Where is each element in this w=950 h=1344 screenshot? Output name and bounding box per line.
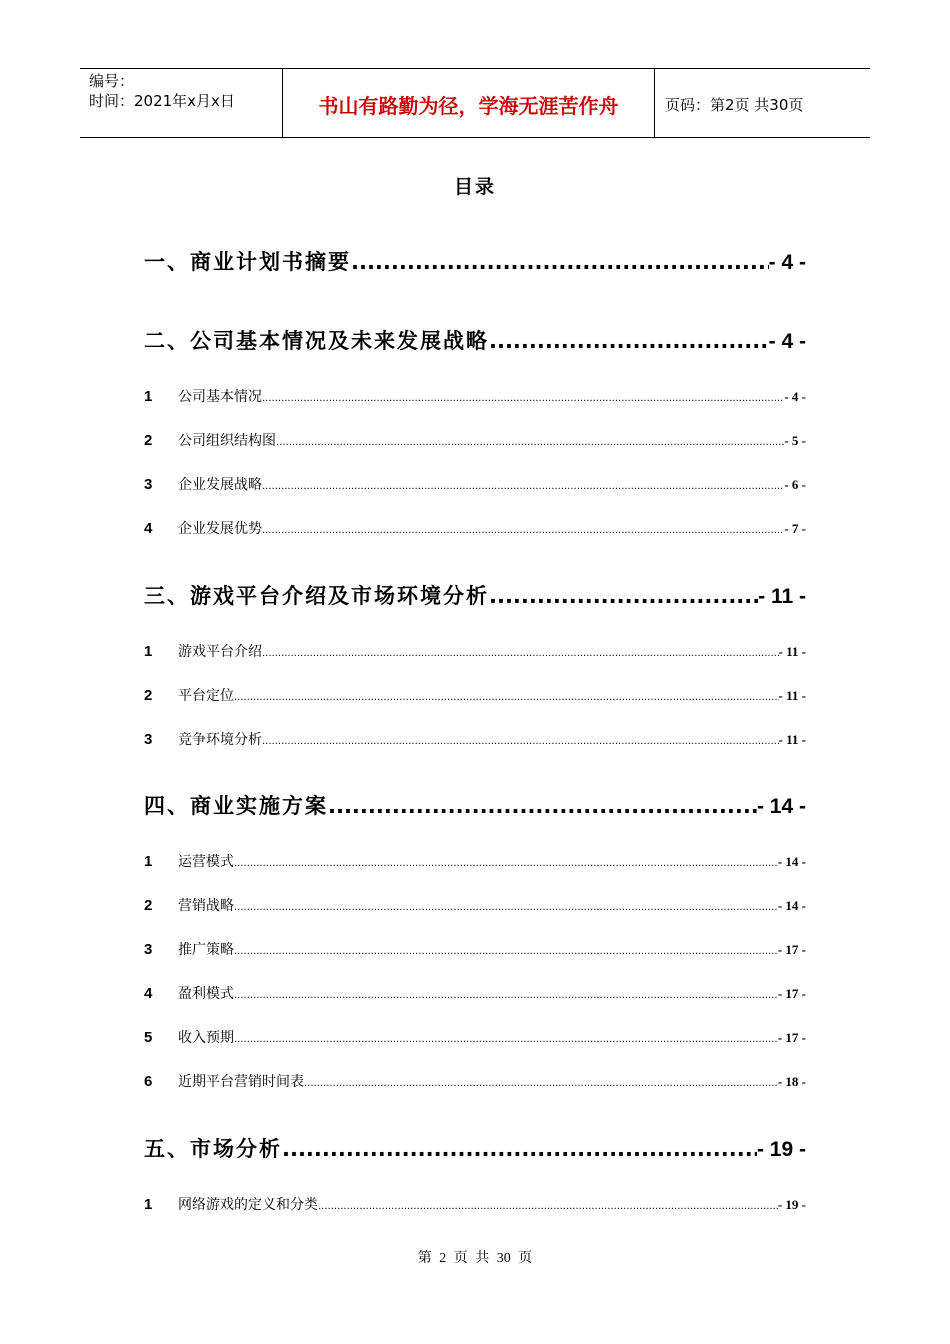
toc-entry-number: 1	[144, 1196, 153, 1213]
toc-subsection-entry[interactable]	[144, 895, 806, 915]
toc-entry-number: 6	[144, 1073, 153, 1090]
toc-entry-number: 5	[144, 1029, 153, 1046]
toc-entry-label: 二、公司基本情况及未来发展战略	[144, 329, 489, 353]
toc-dot-leader	[304, 1078, 778, 1089]
toc-entry-label: 公司组织结构图	[178, 433, 276, 449]
toc-entry-page: - 17 -	[777, 1030, 806, 1045]
toc-entry-label: 五、市场分析	[144, 1137, 282, 1161]
toc-entry-label: 近期平台营销时间表	[178, 1074, 304, 1090]
toc-entry-page: - 19 -	[756, 1138, 806, 1161]
toc-dot-leader	[489, 329, 769, 353]
toc-dot-leader	[234, 990, 778, 1001]
toc-subsection-entry[interactable]	[144, 430, 806, 450]
toc-entry-label: 企业发展战略	[178, 477, 262, 493]
toc-dot-leader	[234, 858, 778, 869]
toc-subsection-entry[interactable]	[144, 685, 806, 705]
toc-entry-page: - 17 -	[777, 986, 806, 1001]
toc-entry-number: 4	[144, 985, 153, 1002]
toc-entry-page: - 14 -	[777, 898, 806, 913]
code-label: 编号：	[89, 72, 135, 90]
toc-entry-page: - 11 -	[778, 688, 806, 703]
toc-entry-page: - 7 -	[784, 521, 806, 536]
toc-section-entry[interactable]	[144, 790, 806, 820]
toc-entry-number: 1	[144, 388, 153, 405]
toc-subsection-entry[interactable]	[144, 386, 806, 406]
toc-entry-label: 盈利模式	[178, 986, 234, 1002]
toc-dot-leader	[318, 1201, 778, 1212]
header-motto: 书山有路勤为径，学海无涯苦作舟	[282, 69, 655, 137]
toc-dot-leader	[234, 692, 779, 703]
toc-subsection-entry[interactable]	[144, 729, 806, 749]
toc-entry-page: - 18 -	[777, 1074, 806, 1089]
toc-subsection-entry[interactable]	[144, 1071, 806, 1091]
toc-subsection-entry[interactable]	[144, 983, 806, 1003]
toc-entry-number: 1	[144, 643, 153, 660]
toc-dot-leader	[282, 1137, 757, 1161]
toc-entry-page: - 11 -	[778, 644, 806, 659]
toc-dot-leader	[276, 437, 784, 448]
toc-entry-label: 网络游戏的定义和分类	[178, 1197, 318, 1213]
toc-subsection-entry[interactable]	[144, 1194, 806, 1214]
toc-dot-leader	[262, 393, 784, 404]
toc-entry-label: 平台定位	[178, 688, 234, 704]
toc-entry-page: - 14 -	[777, 854, 806, 869]
toc-dot-leader	[234, 946, 778, 957]
toc-section-entry[interactable]	[144, 246, 806, 276]
header-page-info: 页码：第2页 共30页	[665, 95, 804, 114]
toc-subsection-entry[interactable]	[144, 474, 806, 494]
toc-dot-leader	[489, 584, 758, 608]
time-label: 时间：2021年x月x日	[89, 92, 235, 110]
toc-entry-page: - 4 -	[768, 251, 806, 274]
toc-entry-page: - 17 -	[777, 942, 806, 957]
toc-entry-label: 收入预期	[178, 1030, 234, 1046]
toc-subsection-entry[interactable]	[144, 1027, 806, 1047]
toc-entry-page: - 5 -	[784, 433, 806, 448]
toc-entry-label: 游戏平台介绍	[178, 644, 262, 660]
toc-entry-number: 3	[144, 476, 153, 493]
toc-dot-leader	[328, 794, 757, 818]
toc-entry-label: 一、商业计划书摘要	[144, 250, 351, 274]
toc-entry-number: 2	[144, 687, 153, 704]
toc-subsection-entry[interactable]	[144, 939, 806, 959]
toc-entry-page: - 6 -	[784, 477, 806, 492]
toc-entry-label: 企业发展优势	[178, 521, 262, 537]
toc-dot-leader	[262, 525, 784, 536]
toc-section-entry[interactable]	[144, 580, 806, 610]
toc-entry-number: 3	[144, 731, 153, 748]
toc-entry-number: 4	[144, 520, 153, 537]
toc-dot-leader	[262, 736, 779, 747]
toc-entry-number: 1	[144, 853, 153, 870]
page-footer: 第 2 页 共 30 页	[417, 1251, 533, 1266]
header-info-cell	[80, 69, 282, 137]
toc-section-entry[interactable]	[144, 325, 806, 355]
toc-entry-number: 2	[144, 432, 153, 449]
toc-entry-label: 三、游戏平台介绍及市场环境分析	[144, 584, 489, 608]
toc-entry-number: 3	[144, 941, 153, 958]
toc-subsection-entry[interactable]	[144, 518, 806, 538]
toc-dot-leader	[234, 902, 778, 913]
toc-title: 目录	[453, 176, 496, 198]
toc-entry-label: 竞争环境分析	[178, 732, 262, 748]
toc-entry-label: 公司基本情况	[178, 389, 262, 405]
toc-entry-page: - 11 -	[758, 585, 806, 608]
toc-entry-page: - 4 -	[784, 389, 806, 404]
toc-entry-label: 营销战略	[178, 898, 234, 914]
toc-entry-label: 运营模式	[178, 854, 234, 870]
toc-dot-leader	[262, 481, 784, 492]
toc-dot-leader	[262, 648, 779, 659]
page-header	[80, 68, 870, 138]
toc-entry-label: 推广策略	[178, 942, 234, 958]
toc-entry-page: - 11 -	[778, 732, 806, 747]
toc-entry-label: 四、商业实施方案	[144, 794, 328, 818]
toc-entry-number: 2	[144, 897, 153, 914]
toc-section-entry[interactable]	[144, 1133, 806, 1163]
toc-dot-leader	[234, 1034, 778, 1045]
toc-dot-leader	[351, 250, 769, 274]
toc-subsection-entry[interactable]	[144, 641, 806, 661]
toc-entry-page: - 4 -	[768, 330, 806, 353]
toc-entry-page: - 19 -	[777, 1197, 806, 1212]
toc-subsection-entry[interactable]	[144, 851, 806, 871]
toc-entry-page: - 14 -	[756, 795, 806, 818]
